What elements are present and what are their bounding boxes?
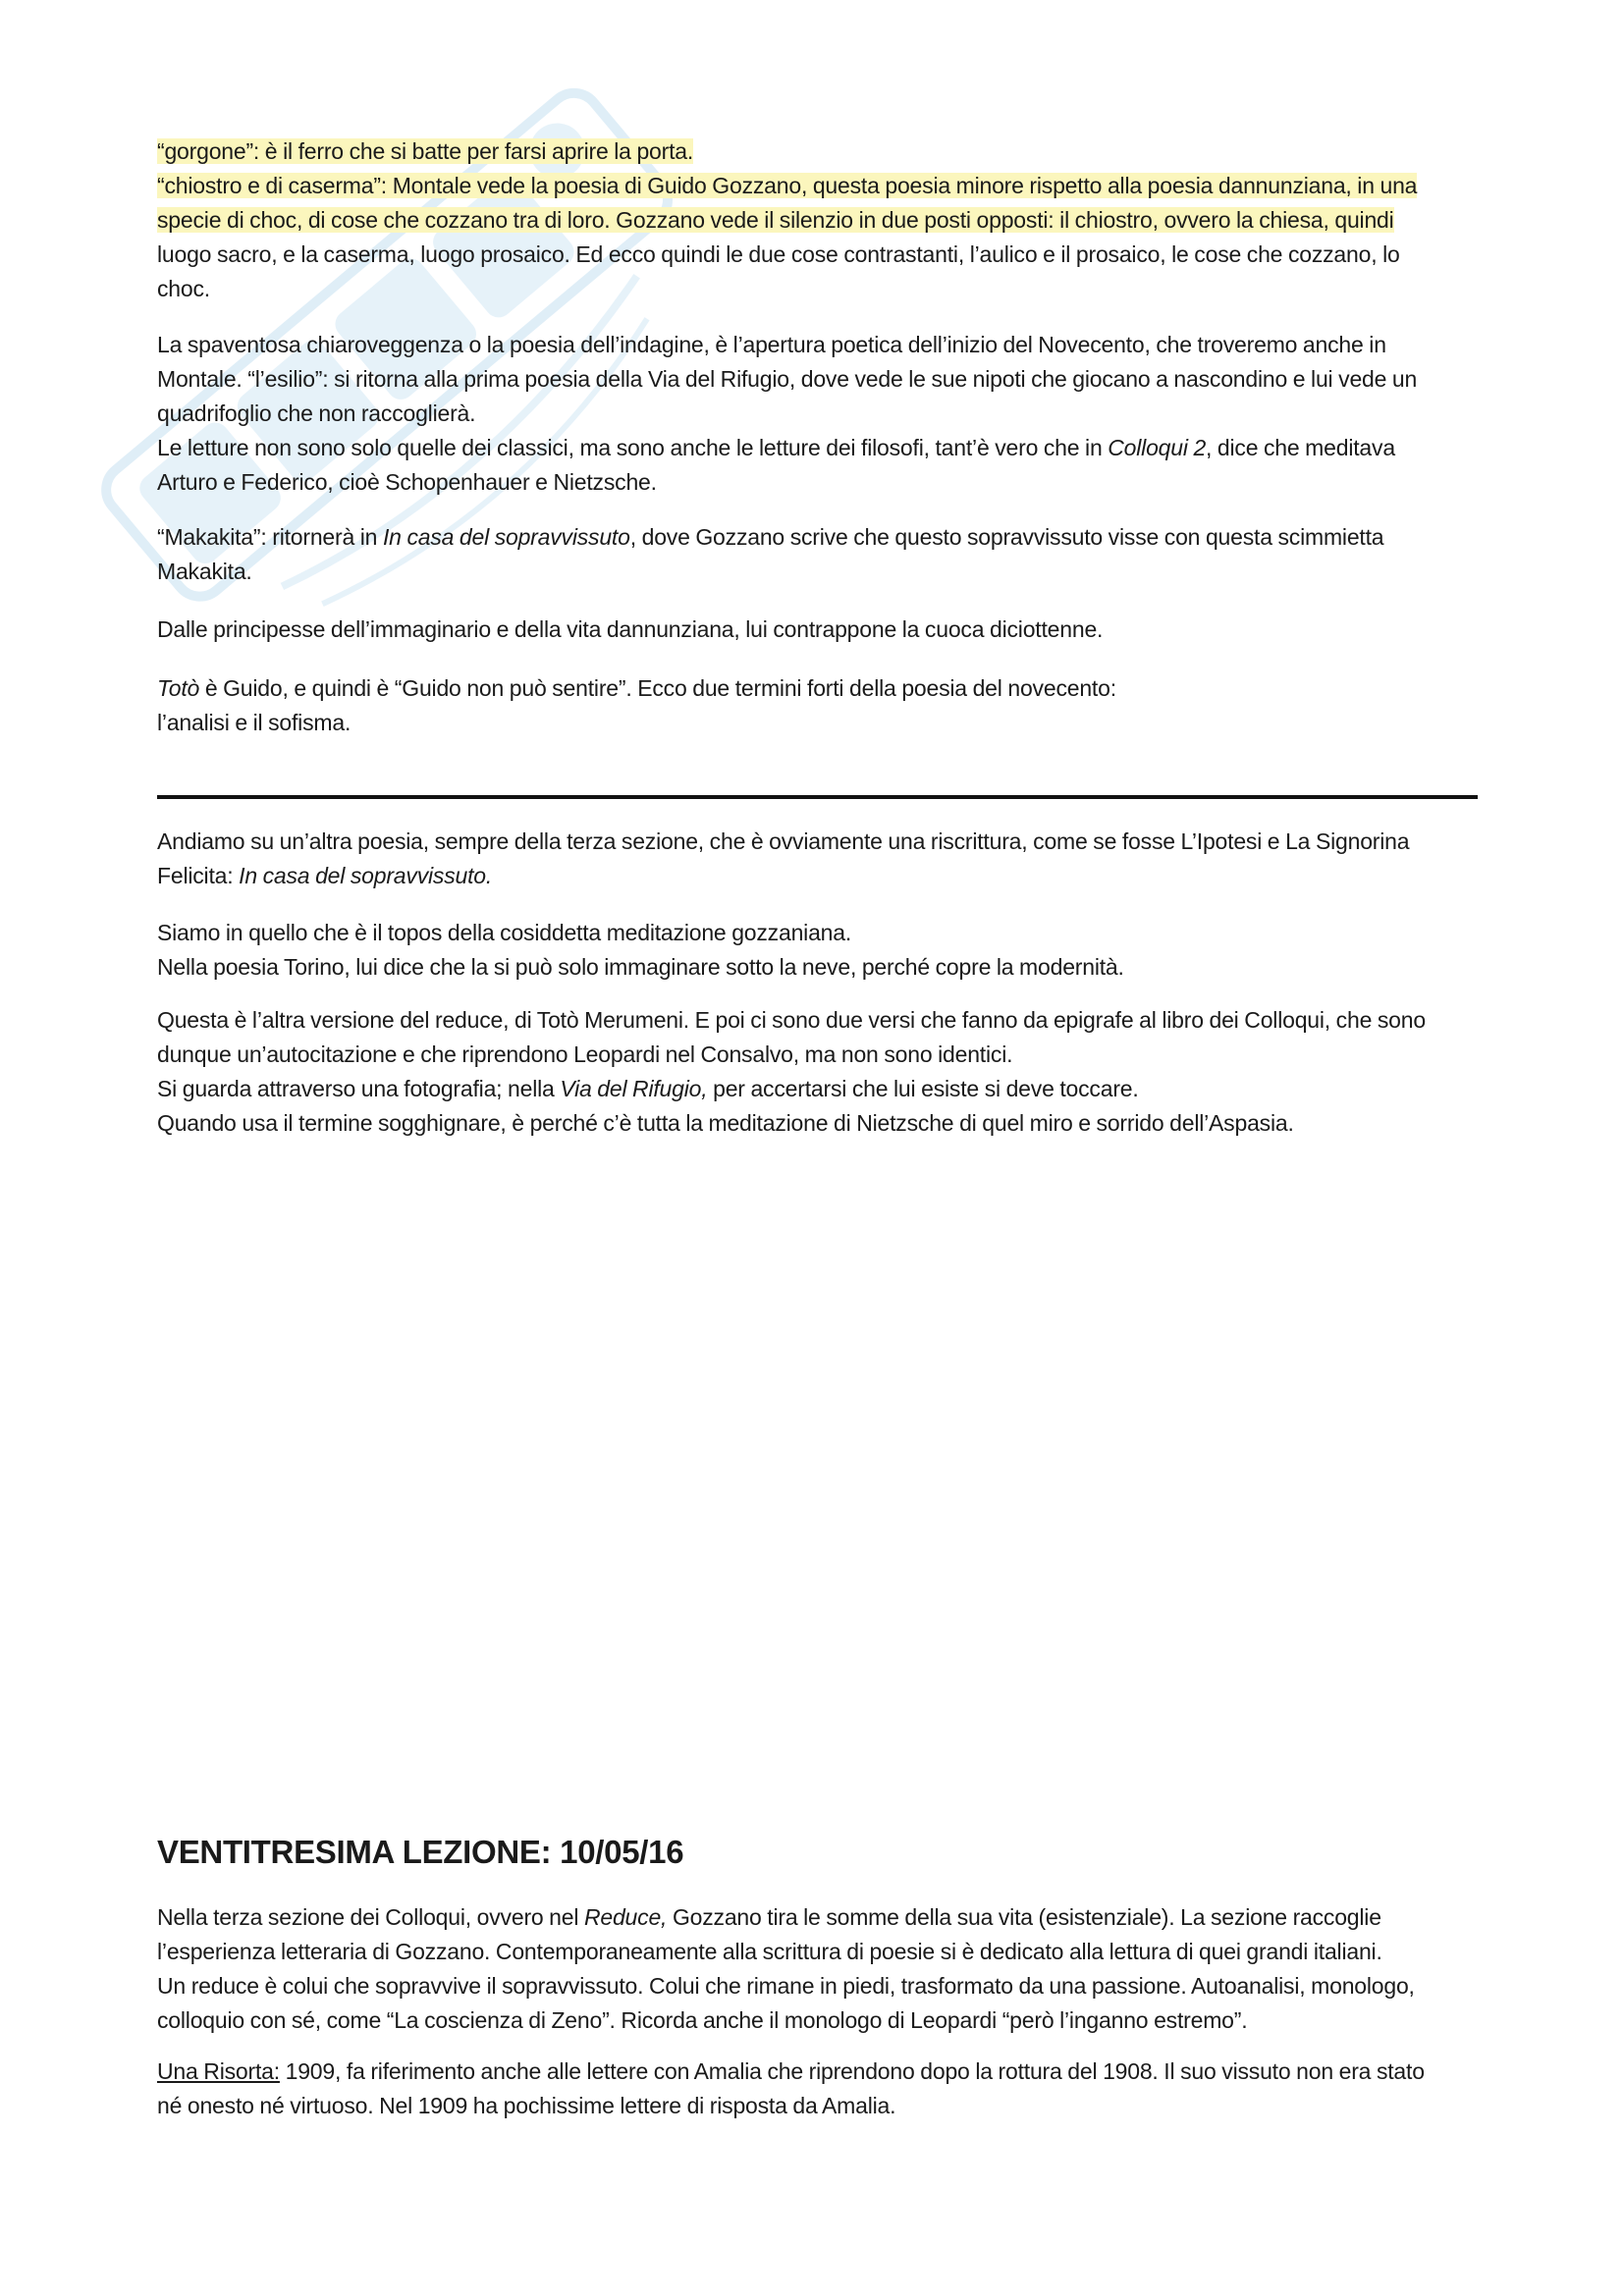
text-line: Makakita.: [157, 559, 252, 584]
text-line: l’esperienza letteraria di Gozzano. Contemporaneamente alla scrittura di poesie si è dedicato alla lettura di quei grandi italiani.: [157, 1939, 1382, 1964]
italic-title: In casa del sopravvissuto: [382, 524, 630, 550]
text-line: [157, 431, 1478, 465]
text-span: Felicita:: [157, 863, 240, 888]
paragraph-gorgone: [157, 134, 1478, 306]
section-divider: [157, 795, 1478, 799]
text-line: [157, 169, 1478, 203]
paragraph-chiaroveggenza: [157, 328, 1478, 500]
text-line: né onesto né virtuoso. Nel 1909 ha pochissime lettere di risposta da Amalia.: [157, 2093, 896, 2118]
text-span: “Makakita”: ritornerà in: [157, 524, 383, 550]
text-line: Arturo e Federico, cioè Schopenhauer e Nietzsche.: [157, 469, 657, 495]
italic-title: In casa del sopravvissuto.: [239, 863, 493, 888]
text-span: Nella terza sezione dei Colloqui, ovvero nel: [157, 1904, 584, 1930]
text-line: Un reduce è colui che sopravvive il sopravvissuto. Colui che rimane in piedi, trasformato da una passione. Autoanalisi, monologo,: [157, 1973, 1415, 1999]
text-line: [157, 671, 1478, 706]
text-line: l’analisi e il sofisma.: [157, 710, 352, 735]
paragraph-altra-poesia: [157, 825, 1478, 893]
text-line: luogo sacro, e la caserma, luogo prosaico. Ed ecco quindi le due cose contrastanti, l’aulico e il prosaico, le cose che cozzano, lo: [157, 241, 1400, 267]
text-line: [157, 1900, 1478, 1935]
highlight: “chiostro e di caserma”: Montale vede la poesia di Guido Gozzano, questa poesia minore rispetto alla poesia dannunziana, in una: [157, 173, 1418, 198]
text-span: Gozzano tira le somme della sua vita (esistenziale). La sezione raccoglie: [667, 1904, 1381, 1930]
italic-title: Reduce,: [583, 1904, 668, 1930]
paragraph-toto: [157, 671, 1478, 740]
text-span: Si guarda attraverso una fotografia; nella: [157, 1076, 561, 1101]
text-span: , dice che meditava: [1206, 435, 1395, 460]
highlight: specie di choc, di cose che cozzano tra di loro. Gozzano vede il silenzio in due posti opposti: il chiostro, ovvero la chiesa, quindi: [157, 207, 1394, 233]
paragraph-reduce: [157, 1003, 1478, 1141]
text-line: [157, 203, 1478, 238]
italic-title: Via del Rifugio,: [560, 1076, 708, 1101]
lesson-heading: VENTITRESIMA LEZIONE: 10/05/16: [157, 1834, 684, 1870]
text-span: 1909, fa riferimento anche alle lettere con Amalia che riprendono dopo la rottura del 1908. Il suo vissuto non era stato: [279, 2058, 1425, 2084]
text-line: La spaventosa chiaroveggenza o la poesia dell’indagine, è l’apertura poetica dell’inizio del Novecento, che troveremo anche in: [157, 332, 1386, 357]
text-line: choc.: [157, 276, 210, 301]
text-span: Le letture non sono solo quelle dei classici, ma sono anche le letture dei filosofi, tant’è vero che in: [157, 435, 1109, 460]
italic-title: Colloqui 2: [1108, 435, 1207, 460]
text-line: Quando usa il termine sogghignare, è perché c’è tutta la meditazione di Nietzsche di quel miro e sorrido dell’Aspasia.: [157, 1110, 1294, 1136]
paragraph-terza-sezione: [157, 1900, 1478, 2038]
text-line: [157, 134, 1478, 169]
text-line: [157, 520, 1478, 555]
text-line: [157, 2055, 1478, 2089]
text-span: è Guido, e quindi è “Guido non può sentire”. Ecco due termini forti della poesia del novecento:: [199, 675, 1116, 701]
highlight: “gorgone”: è il ferro che si batte per farsi aprire la porta.: [157, 138, 694, 164]
text-line: Andiamo su un’altra poesia, sempre della terza sezione, che è ovviamente una riscrittura, come se fosse L’Ipotesi e La Signorina: [157, 828, 1410, 854]
paragraph-makakita: [157, 520, 1478, 589]
text-line: colloquio con sé, come “La coscienza di Zeno”. Ricorda anche il monologo di Leopardi “però l’inganno estremo”.: [157, 2007, 1248, 2033]
text-line: Siamo in quello che è il topos della cosiddetta meditazione gozzaniana.: [157, 920, 852, 945]
text-line: dunque un’autocitazione e che riprendono Leopardi nel Consalvo, ma non sono identici.: [157, 1041, 1013, 1067]
paragraph-una-risorta: [157, 2055, 1478, 2123]
text-span: per accertarsi che lui esiste si deve toccare.: [707, 1076, 1139, 1101]
text-line: Dalle principesse dell’immaginario e della vita dannunziana, lui contrappone la cuoca diciottenne.: [157, 616, 1104, 642]
text-line: [157, 859, 1478, 893]
paragraph-principesse: [157, 613, 1478, 647]
text-span: , dove Gozzano scrive che questo sopravvissuto visse con questa scimmietta: [629, 524, 1384, 550]
text-line: [157, 1072, 1478, 1106]
italic-name: Totò: [157, 675, 200, 701]
text-line: quadrifoglio che non raccoglierà.: [157, 400, 476, 426]
text-line: Nella poesia Torino, lui dice che la si può solo immaginare sotto la neve, perché copre la modernità.: [157, 954, 1124, 980]
underlined-title: Una Risorta:: [157, 2058, 280, 2084]
paragraph-topos: [157, 916, 1478, 985]
text-line: Montale. “l’esilio”: si ritorna alla prima poesia della Via del Rifugio, dove vede le sue nipoti che giocano a nascondino e lui vede un: [157, 366, 1418, 392]
text-line: Questa è l’altra versione del reduce, di Totò Merumeni. E poi ci sono due versi che fanno da epigrafe al libro dei Colloqui, che sono: [157, 1007, 1426, 1033]
